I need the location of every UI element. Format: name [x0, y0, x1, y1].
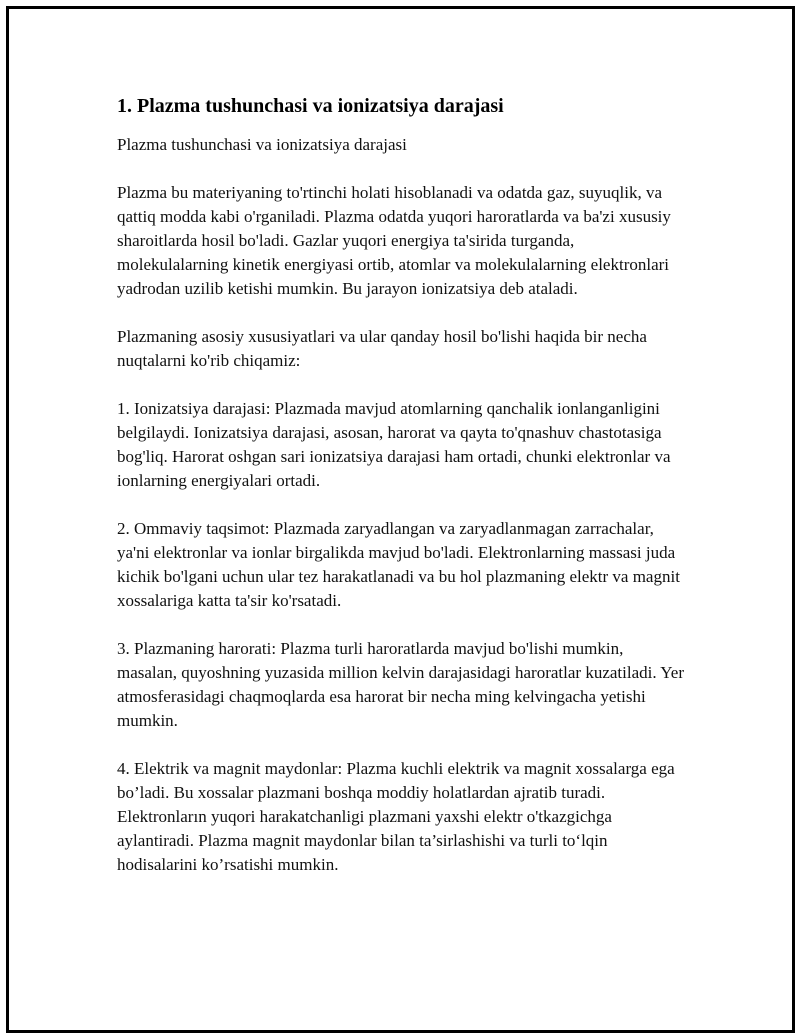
- paragraph-plasma-temperature: 3. Plazmaning harorati: Plazma turli haroratlarda mavjud bo'lishi mumkin, masalan, quyoshning yuzasida million kelvin darajasidagi haroratlar kuzatiladi. Yer atmosferasidagi chaqmoqlarda esa harorat bir necha ming kelvingacha yetishi mumkin.: [117, 639, 684, 730]
- document-body: [117, 93, 697, 901]
- paragraph-intro: Plazma bu materiyaning to'rtinchi holati hisoblanadi va odatda gaz, suyuqlik, va qattiq modda kabi o'rganiladi. Plazma odatda yuqori haroratlarda va ba'zi xususiy sharoitlarda hosil bo'ladi. Gazlar yuqori energiya ta'sirida turganda, molekulalarning kinetik energiyasi ortib, atomlar va molekulalarning elektronlari yadrodan uzilib ketishi mumkin. Bu jarayon ionizatsiya deb ataladi.: [117, 183, 671, 298]
- paragraph-ionization-degree: 1. Ionizatsiya darajasi: Plazmada mavjud atomlarning qanchalik ionlanganligini belgilaydi. Ionizatsiya darajasi, asosan, harorat va qayta to'qnashuv chastotasiga bog'liq. Harorat oshgan sari ionizatsiya darajasi ham ortadi, chunki elektronlar va ionlarning energiyalari ortadi.: [117, 399, 671, 490]
- section-subtitle: Plazma tushunchasi va ionizatsiya darajasi: [117, 135, 407, 154]
- paragraph-electric-magnetic-fields: 4. Elektrik va magnit maydonlar: Plazma kuchli elektrik va magnit xossalarga ega bo’ladi. Bu xossalar plazmani boshqa moddiy holatlardan ajratib turadi. Elektronların yuqori harakatchanligi plazmani yaxshi elektr o'tkazgichga aylantiradi. Plazma magnit maydonlar bilan ta’sirlashishi va turli to‘lqin hodisalarini ko’rsatishi mumkin.: [117, 759, 675, 874]
- section-heading: 1. Plazma tushunchasi va ionizatsiya darajasi: [117, 95, 504, 117]
- paragraph-mass-distribution: 2. Ommaviy taqsimot: Plazmada zaryadlangan va zaryadlanmagan zarrachalar, ya'ni elektronlar va ionlar birgalikda mavjud bo'ladi. Elektronlarning massasi juda kichik bo'lgani uchun ular tez harakatlanadi va bu hol plazmaning elektr va magnit xossalariga katta ta'sir ko'rsatadi.: [117, 519, 680, 610]
- paragraph-lead-in: Plazmaning asosiy xususiyatlari va ular qanday hosil bo'lishi haqida bir necha nuqtalarni ko'rib chiqamiz:: [117, 327, 647, 370]
